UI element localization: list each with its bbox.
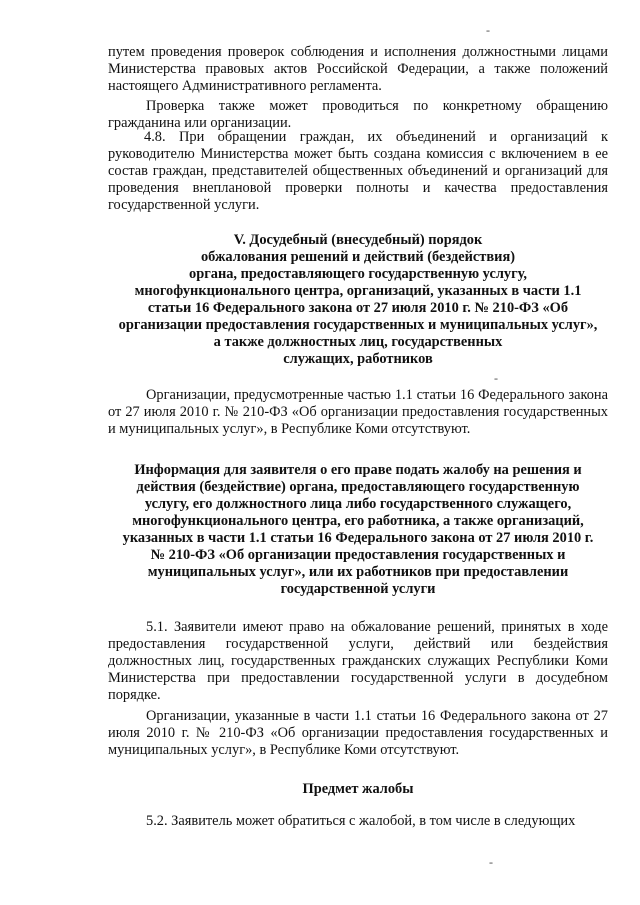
section-v-heading-line: многофункционального центра, организаций, указанных в части 1.1 xyxy=(134,283,582,299)
info-heading-line: муниципальных услуг», или их работников при предоставлении xyxy=(147,564,569,580)
paragraph-organizations-absent: Организации, предусмотренные частью 1.1 статьи 16 Федерального закона от 27 июля 2010 г. № 210-ФЗ «Об организации предоставления государственных и муниципальных услуг», в Республике Коми отсутствуют. xyxy=(108,387,608,437)
info-heading-line: многофункционального центра, его работника, а также организаций, xyxy=(132,513,584,529)
paragraph-4-8: 4.8. При обращении граждан, их объединений и организаций к руководителю Министерства может быть создана комиссия с включением в ее состав граждан, представителей общественных объединений и организаций для проведения внеплановой проверки полноты и качества предоставления государственной услуги. xyxy=(108,129,608,213)
section-v-heading-line: V. Досудебный (внесудебный) порядок xyxy=(233,232,483,248)
paragraph-continuation: путем проведения проверок соблюдения и исполнения должностными лицами Министерства правовых актов Российской Федерации, а также положений настоящего Административного регламента. xyxy=(108,44,608,94)
section-v-heading xyxy=(108,232,608,368)
subject-heading: Предмет жалобы xyxy=(302,781,414,797)
info-heading-line: услугу, его должностного лица либо государственного служащего, xyxy=(144,496,572,512)
paragraph-organizations-absent-2: Организации, указанные в части 1.1 статьи 16 Федерального закона от 27 июля 2010 г. № 210-ФЗ «Об организации предоставления государственных и муниципальных услуг», в Республике Коми отсутствуют. xyxy=(108,708,608,758)
scan-mark: - xyxy=(489,855,493,869)
section-v-heading-line: служащих, работников xyxy=(283,351,433,367)
section-v-heading-line: органа, предоставляющего государственную услугу, xyxy=(189,266,527,282)
scan-mark: - xyxy=(486,23,490,37)
section-v-heading-line: обжалования решений и действий (бездействия) xyxy=(200,249,516,265)
paragraph-5-1: 5.1. Заявители имеют право на обжалование решений, принятых в ходе предоставления государственной услуги, действий или бездействия должностных лиц, государственных гражданских служащих Республики Коми Министерства при предоставлении государственной услуги в досудебном порядке. xyxy=(108,619,608,703)
info-heading-line: указанных в части 1.1 статьи 16 Федерального закона от 27 июля 2010 г. xyxy=(122,530,594,546)
paragraph-verification: Проверка также может проводиться по конкретному обращению гражданина или организации. xyxy=(108,98,608,131)
scan-mark: - xyxy=(494,371,498,385)
info-heading-line: государственной услуги xyxy=(280,581,436,597)
paragraph-5-2: 5.2. Заявитель может обратиться с жалобой, в том числе в следующих xyxy=(146,813,576,829)
info-heading-line: действия (бездействие) органа, предоставляющего государственную xyxy=(136,479,580,495)
section-v-heading-line: а также должностных лиц, государственных xyxy=(213,334,503,350)
section-v-heading-line: статьи 16 Федерального закона от 27 июля 2010 г. № 210-ФЗ «Об xyxy=(147,300,569,316)
info-heading-line: Информация для заявителя о его праве подать жалобу на решения и xyxy=(134,462,582,478)
info-heading-line: № 210-ФЗ «Об организации предоставления государственных и xyxy=(150,547,566,563)
section-v-heading-line: организации предоставления государственных и муниципальных услуг», xyxy=(118,317,598,333)
info-section-heading xyxy=(108,462,608,598)
